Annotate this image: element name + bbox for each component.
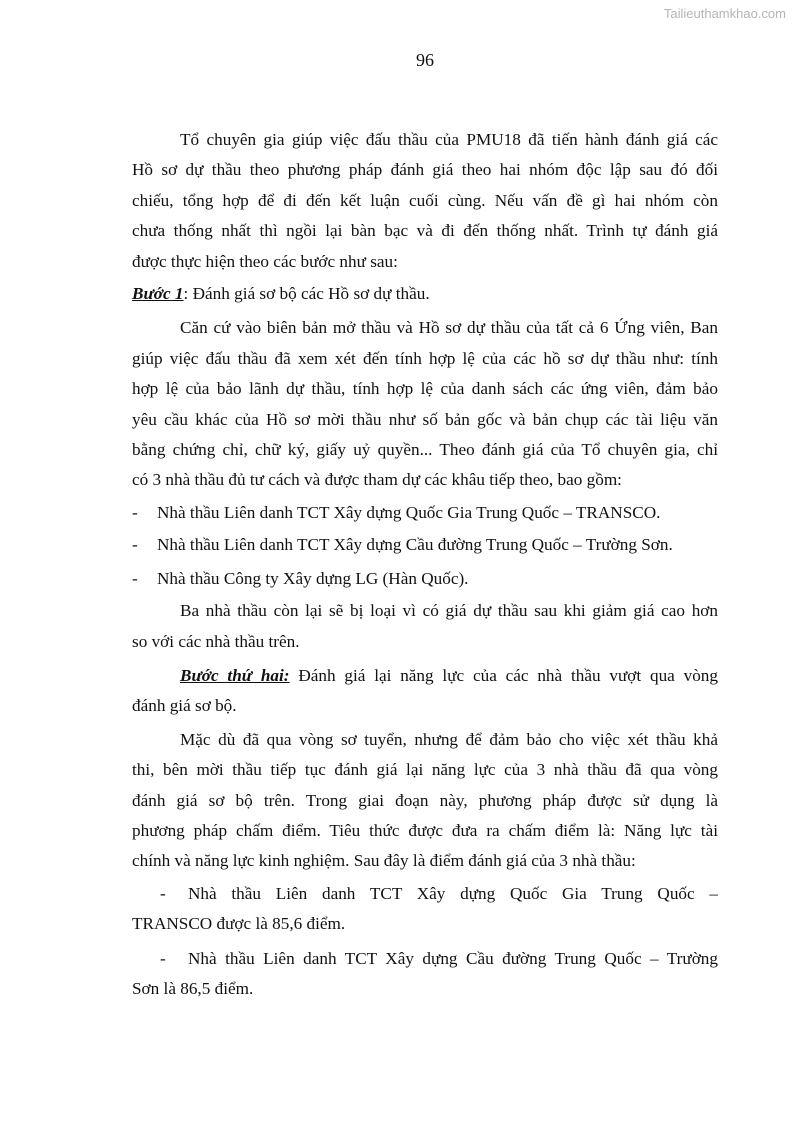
text-line: Hồ sơ dự thầu theo phương pháp đánh giá theo hai nhóm độc lập sau đó đối	[132, 160, 718, 180]
text-line	[132, 661, 718, 691]
list-item	[132, 498, 718, 528]
dash-bullet: -	[160, 948, 166, 968]
paragraph-eligibility	[132, 313, 718, 495]
list-item-text: Nhà thầu Công ty Xây dựng LG (Hàn Quốc).	[157, 568, 469, 588]
bullet-list-scores	[132, 879, 718, 1005]
list-item-text: Nhà thầu Liên danh TCT Xây dựng Cầu đường Trung Quốc – Trường	[188, 948, 718, 968]
text-line: giúp việc đấu thầu đã xem xét đến tính hợp lệ của các hồ sơ dự thầu như: tính	[132, 348, 718, 368]
watermark: Tailieuthamkhao.com	[663, 6, 786, 21]
list-item	[132, 530, 718, 560]
text-line: chiếu, tổng hợp để đi đến kết luận cuối cùng. Nếu vấn đề gì hai nhóm còn	[132, 190, 718, 210]
step2-label: Bước thứ hai:	[180, 665, 290, 685]
step1-label: Bước 1	[132, 284, 184, 304]
dash-bullet: -	[132, 535, 138, 555]
text-line: đánh giá sơ bộ.	[132, 696, 237, 716]
step2-text: Đánh giá lại năng lực của các nhà thầu vượt qua vòng	[289, 665, 718, 685]
text-line: chưa thống nhất thì ngồi lại bàn bạc và đi đến thống nhất. Trình tự đánh giá	[132, 221, 718, 241]
paragraph-intro	[132, 125, 718, 277]
dash-bullet: -	[160, 883, 166, 903]
list-item-text: Sơn là 86,5 điểm.	[132, 978, 254, 998]
text-line: Tổ chuyên gia giúp việc đấu thầu của PMU18 đã tiến hành đánh giá các	[180, 130, 718, 149]
paragraph-capacity	[132, 725, 718, 877]
text-line: phương pháp chấm điểm. Tiêu thức được đưa ra chấm điểm là: Năng lực tài	[132, 820, 718, 840]
page-number: 96	[416, 50, 434, 70]
text-line: chính và năng lực kinh nghiệm. Sau đây là điểm đánh giá của 3 nhà thầu:	[132, 851, 636, 871]
text-line: có 3 nhà thầu đủ tư cách và được tham dự các khâu tiếp theo, bao gồm:	[132, 470, 622, 490]
text-line: so với các nhà thầu trên.	[132, 631, 300, 651]
text-line: Căn cứ vào biên bản mở thầu và Hồ sơ dự thầu của tất cả 6 Ứng viên, Ban	[180, 318, 718, 338]
text-line: bằng chứng chỉ, chữ ký, giấy uỷ quyền... Theo đánh giá của Tổ chuyên gia, chỉ	[132, 440, 718, 460]
list-item-text: Nhà thầu Liên danh TCT Xây dựng Quốc Gia Trung Quốc –	[188, 883, 718, 903]
dash-bullet: -	[132, 502, 138, 522]
step1-heading	[132, 279, 718, 309]
step1-text: : Đánh giá sơ bộ các Hồ sơ dự thầu.	[183, 284, 430, 304]
document-body	[132, 125, 718, 1004]
list-item	[132, 879, 718, 940]
text-line: được thực hiện theo các bước như sau:	[132, 251, 398, 271]
dash-bullet: -	[132, 568, 138, 588]
list-item-text: Nhà thầu Liên danh TCT Xây dựng Cầu đường Trung Quốc – Trường Sơn.	[157, 535, 673, 555]
list-item-text: Nhà thầu Liên danh TCT Xây dựng Quốc Gia Trung Quốc – TRANSCO.	[157, 502, 661, 522]
list-item-text: TRANSCO được là 85,6 điểm.	[132, 914, 346, 934]
paragraph-eliminated	[132, 596, 718, 657]
list-item	[132, 944, 718, 1005]
step2-heading	[132, 661, 718, 722]
text-line: Mặc dù đã qua vòng sơ tuyển, nhưng để đảm bảo cho việc xét thầu khả	[180, 729, 718, 749]
text-line: yêu cầu khác của Hồ sơ mời thầu như số bản gốc và bản chụp các tài liệu văn	[132, 409, 718, 429]
text-line: đánh giá sơ bộ trên. Trong giai đoạn này, phương pháp được sử dụng là	[132, 790, 718, 810]
text-line: hợp lệ của bảo lãnh dự thầu, tính hợp lệ của danh sách các ứng viên, đảm bảo	[132, 379, 718, 399]
text-line: Ba nhà thầu còn lại sẽ bị loại vì có giá dự thầu sau khi giảm giá cao hơn	[180, 601, 718, 621]
list-item	[132, 564, 718, 594]
text-line: thi, bên mời thầu tiếp tục đánh giá lại năng lực của 3 nhà thầu đã qua vòng	[132, 760, 718, 780]
bullet-list-contractors	[132, 498, 718, 594]
